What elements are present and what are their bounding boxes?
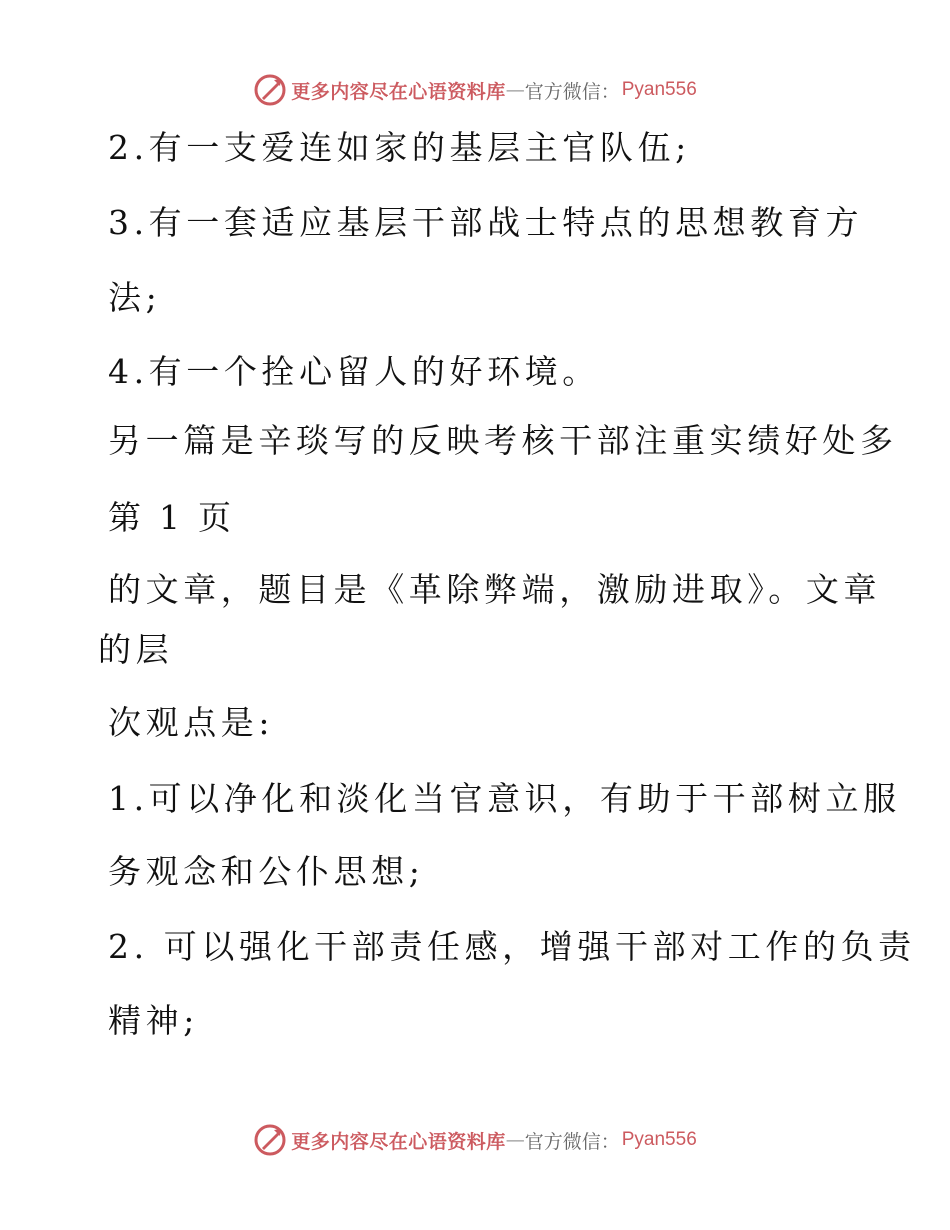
watermark-main-text: 更多内容尽在心语资料库	[291, 80, 506, 103]
text-line-8: 次观点是:	[108, 703, 275, 742]
page-prefix: 第	[108, 498, 145, 537]
watermark-main-text: 更多内容尽在心语资料库	[291, 1130, 506, 1153]
quill-seal-logo-icon	[253, 1123, 287, 1157]
page-number-label	[108, 498, 235, 538]
text-line-7: 的层	[98, 630, 174, 669]
text-line-2: 3.有一套适应基层干部战士特点的思想教育方	[108, 203, 864, 242]
text-line-9: 1.可以净化和淡化当官意识，有助于干部树立服	[108, 779, 901, 818]
quill-seal-logo-icon	[253, 73, 287, 107]
watermark-wechat-label: 官方微信：	[524, 80, 620, 103]
watermark-wechat-id: Pyan556	[621, 1129, 697, 1150]
footer-watermark	[0, 1120, 950, 1160]
text-line-5: 另一篇是辛琰写的反映考核干部注重实绩好处多	[108, 421, 898, 460]
watermark-dash: —	[505, 79, 525, 101]
page-suffix: 页	[198, 498, 235, 537]
text-line-3: 法;	[108, 278, 162, 317]
header-watermark	[0, 70, 950, 110]
watermark-wechat-label: 官方微信：	[524, 1130, 620, 1153]
page-number: 1	[159, 498, 184, 537]
text-line-11: 2. 可以强化干部责任感，增强干部对工作的负责	[108, 927, 916, 966]
text-line-6: 的文章，题目是《革除弊端，激励进取》。文章	[108, 570, 882, 609]
text-line-12: 精神;	[108, 1001, 199, 1040]
text-line-1: 2.有一支爱连如家的基层主官队伍;	[108, 128, 691, 167]
watermark-wechat-id: Pyan556	[621, 79, 697, 100]
text-line-4: 4.有一个拴心留人的好环境。	[108, 352, 600, 391]
text-line-10: 务观念和公仆思想;	[108, 852, 425, 891]
watermark-dash: —	[505, 1129, 525, 1151]
